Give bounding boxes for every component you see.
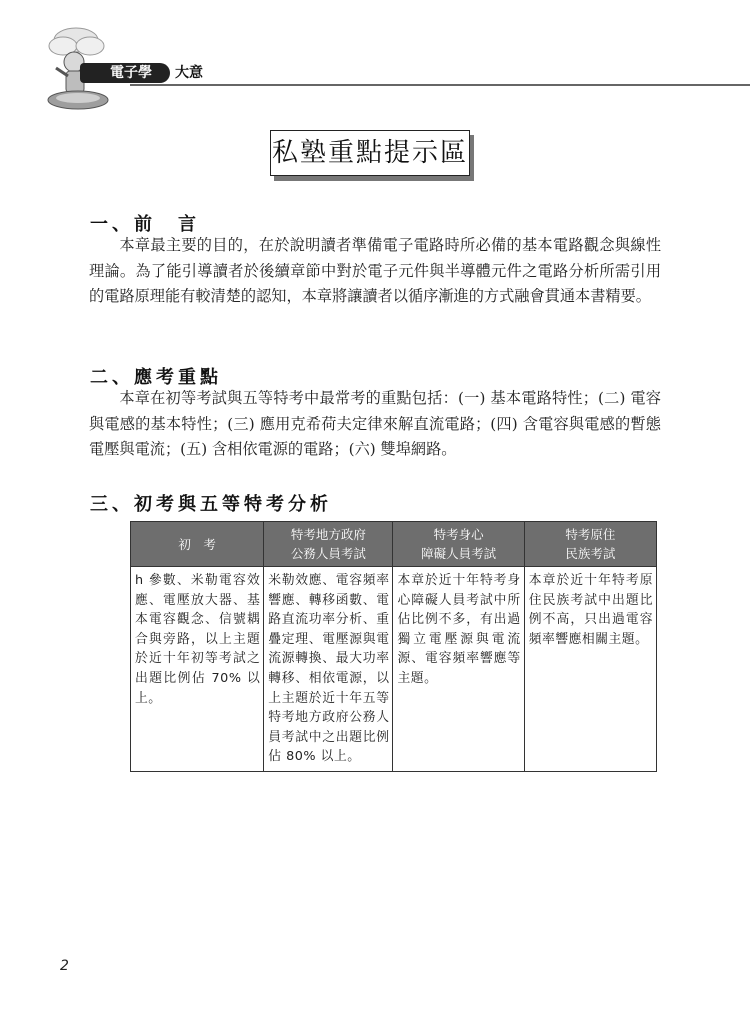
table-header-row	[131, 522, 657, 567]
section-paragraph-intro	[89, 233, 661, 310]
header-line: 特考原住	[565, 527, 616, 542]
header-line: 初 考	[178, 536, 216, 552]
table-cell: h 參數、米勒電容效應、電壓放大器、基本電容觀念、信號耦合與旁路，以上主題於近十年初等考試之出題比例佔 70% 以上。	[131, 567, 264, 772]
header-line: 特考地方政府	[290, 527, 366, 542]
table-cell: 本章於近十年特考原住民族考試中出題比例不高，只出過電容頻率響應相關主題。	[524, 567, 656, 772]
page-title: 私塾重點提示區	[270, 130, 470, 176]
table-header-cell	[393, 522, 524, 567]
book-title-sub: 大意	[175, 65, 203, 81]
table-header-cell	[524, 522, 656, 567]
header-line: 障礙人員考試	[421, 546, 497, 561]
table-header-cell	[264, 522, 393, 567]
section-heading-exam-points: 二、應考重點	[90, 367, 222, 388]
header-line: 民族考試	[565, 546, 616, 561]
header-line: 特考身心	[433, 527, 484, 542]
table-header-cell	[131, 522, 264, 567]
section-heading-intro: 一、前 言	[90, 214, 200, 235]
book-title-main: 電子學	[110, 65, 152, 81]
section-paragraph-exam-points	[89, 386, 661, 463]
paragraph-text: 本章最主要的目的，在於說明讀者準備電子電路時所必備的基本電路觀念與線性理論。為了能引導讀者於後續章節中對於電子元件與半導體元件之電路分析所需引用的電路原理能有較清楚的認知，本章將讓讀者以循序漸進的方式融會貫通本書精要。	[89, 236, 661, 305]
table-cell: 本章於近十年特考身心障礙人員考試中所佔比例不多，有出過獨立電壓源與電流源、電容頻率響應等主題。	[393, 567, 524, 772]
page-header	[0, 0, 750, 120]
page-number: 2	[60, 958, 69, 974]
table-row	[131, 567, 657, 772]
exam-analysis-table	[130, 521, 657, 772]
header-line: 公務人員考試	[290, 546, 366, 561]
header-rule	[130, 84, 750, 86]
paragraph-text: 本章在初等考試與五等特考中最常考的重點包括：(一) 基本電路特性；(二) 電容與電感的基本特性；(三) 應用克希荷夫定律來解直流電路；(四) 含電容與電感的暫態電壓與電流；(五) 含相依電源的電路；(六) 雙埠網路。	[89, 389, 661, 458]
table-cell: 米勒效應、電容頻率響應、轉移函數、電路直流功率分析、重疊定理、電壓源與電流源轉換、最大功率轉移、相依電源，以上主題於近十年五等特考地方政府公務人員考試中之出題比例佔 80% 以上。	[264, 567, 393, 772]
section-heading-analysis: 三、初考與五等特考分析	[90, 494, 332, 515]
